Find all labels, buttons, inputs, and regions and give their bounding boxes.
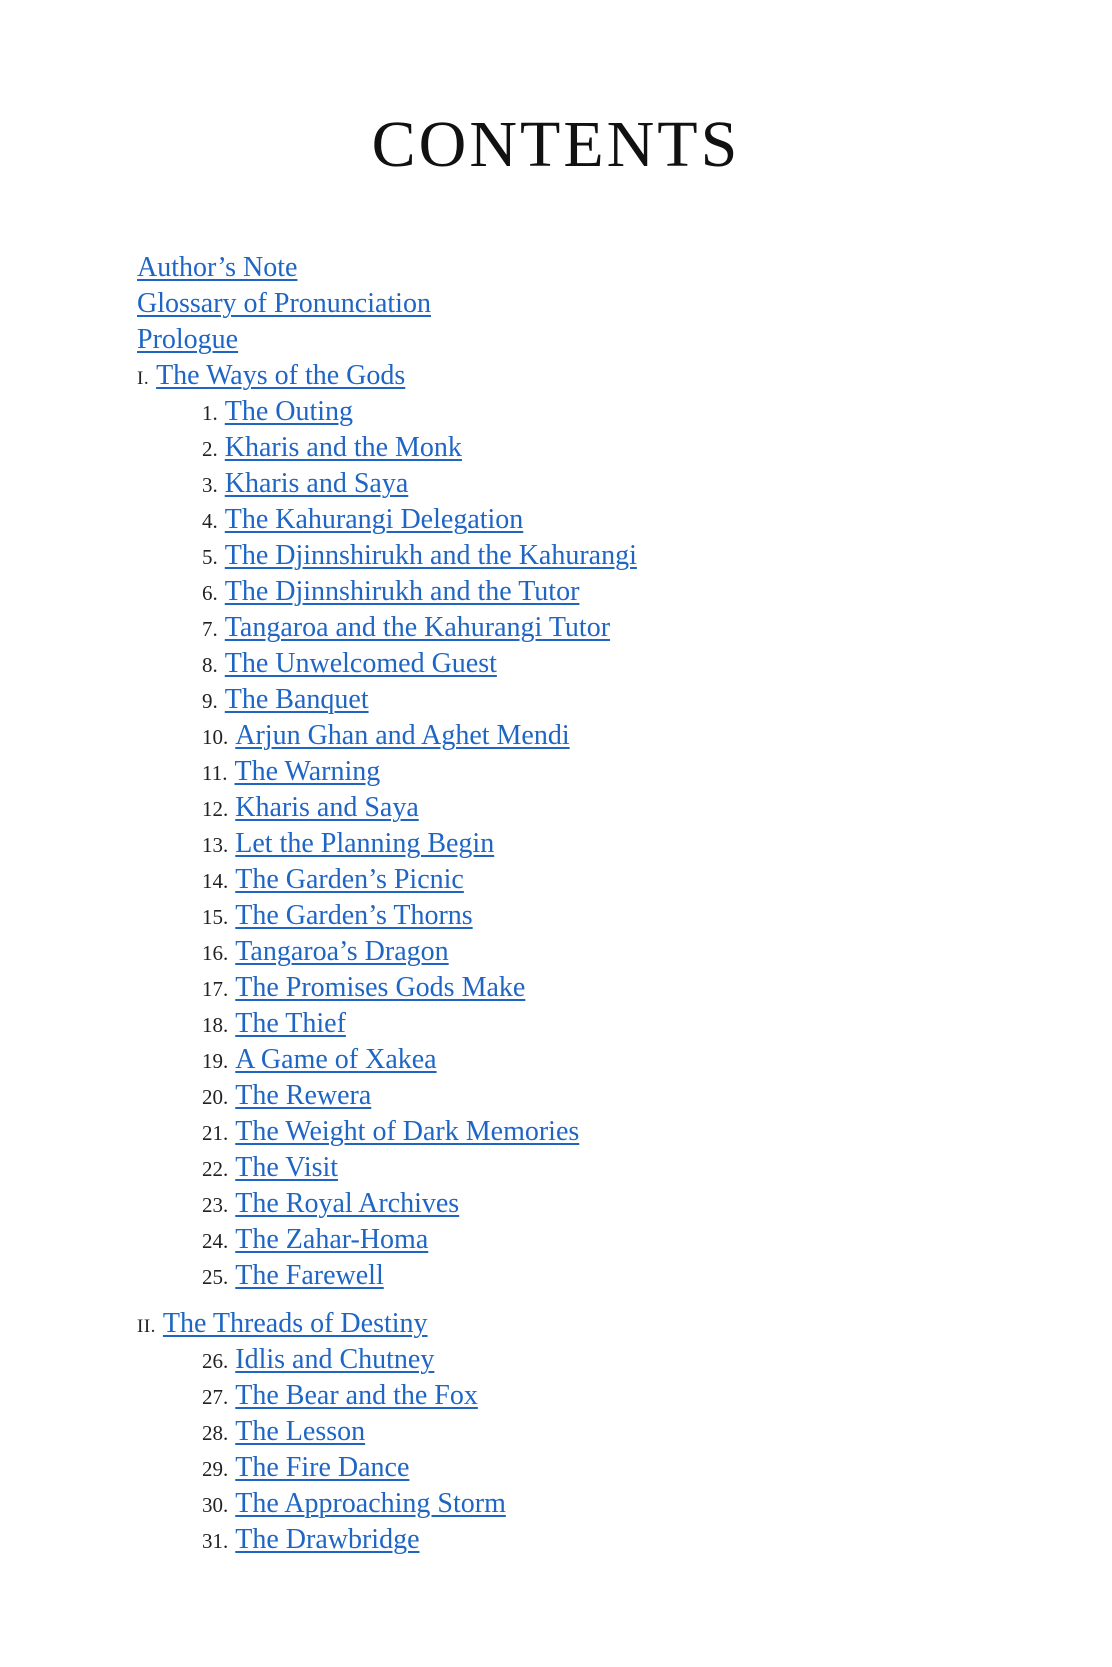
toc-chapter-entry: [137, 502, 1037, 538]
chapter-link[interactable]: The Farewell: [235, 1260, 384, 1291]
chapter-number: 10.: [202, 725, 229, 749]
chapter-number: 26.: [202, 1349, 229, 1373]
link-prologue[interactable]: Prologue: [137, 324, 239, 355]
chapter-number: 1.: [202, 401, 218, 425]
chapter-link[interactable]: The Promises Gods Make: [235, 972, 526, 1003]
chapter-link[interactable]: The Warning: [234, 756, 381, 787]
toc-chapter-entry: [137, 1378, 1037, 1414]
toc-chapter-entry: [137, 1450, 1037, 1486]
chapter-number: 15.: [202, 905, 229, 929]
chapter-number: 21.: [202, 1121, 229, 1145]
toc-entry-prologue: [137, 322, 1037, 358]
chapter-number: 14.: [202, 869, 229, 893]
chapter-link[interactable]: The Fire Dance: [235, 1452, 410, 1483]
toc-chapter-entry: [137, 862, 1037, 898]
toc-chapter-entry: [137, 1078, 1037, 1114]
toc-chapter-entry: [137, 1486, 1037, 1522]
toc-chapter-entry: [137, 646, 1037, 682]
chapter-number: 23.: [202, 1193, 229, 1217]
toc-chapter-entry: [137, 1414, 1037, 1450]
chapter-number: 19.: [202, 1049, 229, 1073]
chapter-number: 17.: [202, 977, 229, 1001]
toc-chapter-entry: [137, 430, 1037, 466]
chapter-number: 16.: [202, 941, 229, 965]
toc-part-2: [137, 1306, 1037, 1342]
toc-chapter-entry: [137, 790, 1037, 826]
chapter-link[interactable]: Kharis and Saya: [235, 792, 419, 823]
chapter-link[interactable]: The Banquet: [224, 684, 369, 715]
toc-chapter-entry: [137, 682, 1037, 718]
chapter-number: 7.: [202, 617, 218, 641]
toc-chapter-entry: [137, 826, 1037, 862]
toc-chapter-entry: [137, 1258, 1037, 1294]
chapter-number: 25.: [202, 1265, 229, 1289]
chapter-link[interactable]: Arjun Ghan and Aghet Mendi: [235, 720, 570, 751]
chapter-link[interactable]: The Djinnshirukh and the Tutor: [224, 576, 580, 607]
chapter-link[interactable]: Kharis and Saya: [224, 468, 409, 499]
toc-chapter-entry: [137, 1342, 1037, 1378]
chapter-link[interactable]: Let the Planning Begin: [235, 828, 495, 859]
chapter-link[interactable]: The Outing: [224, 396, 354, 427]
toc-chapter-entry: [137, 574, 1037, 610]
toc-chapter-entry: [137, 1150, 1037, 1186]
chapter-link[interactable]: The Unwelcomed Guest: [224, 648, 497, 679]
toc-chapter-entry: [137, 538, 1037, 574]
chapter-number: 11.: [202, 761, 228, 785]
chapter-number: 9.: [202, 689, 218, 713]
toc-chapter-entry: [137, 970, 1037, 1006]
toc-chapter-entry: [137, 1006, 1037, 1042]
chapter-number: 22.: [202, 1157, 229, 1181]
chapter-link[interactable]: The Visit: [235, 1152, 339, 1183]
chapter-number: 5.: [202, 545, 218, 569]
toc-entry-authors-note: [137, 250, 1037, 286]
chapter-link[interactable]: The Garden’s Picnic: [235, 864, 464, 895]
toc-chapter-entry: [137, 1522, 1037, 1558]
toc-chapter-entry: [137, 466, 1037, 502]
chapter-link[interactable]: The Royal Archives: [235, 1188, 460, 1219]
toc-chapter-entry: [137, 1186, 1037, 1222]
chapter-link[interactable]: The Djinnshirukh and the Kahurangi: [224, 540, 637, 571]
part-numeral: I.: [137, 368, 150, 389]
chapter-number: 13.: [202, 833, 229, 857]
toc-chapter-entry: [137, 394, 1037, 430]
toc-chapter-entry: [137, 610, 1037, 646]
link-glossary[interactable]: Glossary of Pronunciation: [137, 288, 431, 319]
chapter-number: 4.: [202, 509, 218, 533]
toc-chapter-entry: [137, 934, 1037, 970]
chapter-link[interactable]: Tangaroa and the Kahurangi Tutor: [224, 612, 611, 643]
part-numeral: II.: [137, 1316, 156, 1337]
chapter-number: 24.: [202, 1229, 229, 1253]
chapter-number: 27.: [202, 1385, 229, 1409]
chapter-link[interactable]: The Zahar-Homa: [235, 1224, 429, 1255]
toc-part-1: [137, 358, 1037, 394]
chapter-link[interactable]: The Kahurangi Delegation: [224, 504, 524, 535]
toc-entry-glossary: [137, 286, 1037, 322]
chapter-link[interactable]: The Lesson: [235, 1416, 366, 1447]
chapter-link[interactable]: The Approaching Storm: [235, 1488, 506, 1519]
chapter-number: 28.: [202, 1421, 229, 1445]
chapter-link[interactable]: Kharis and the Monk: [224, 432, 462, 463]
toc-chapter-entry: [137, 898, 1037, 934]
chapter-number: 20.: [202, 1085, 229, 1109]
chapter-link[interactable]: The Drawbridge: [235, 1524, 420, 1555]
chapter-link[interactable]: The Rewera: [235, 1080, 372, 1111]
toc-chapter-entry: [137, 1114, 1037, 1150]
chapter-link[interactable]: Tangaroa’s Dragon: [235, 936, 449, 967]
chapter-link[interactable]: A Game of Xakea: [235, 1044, 437, 1075]
chapter-link[interactable]: The Garden’s Thorns: [235, 900, 473, 931]
toc-chapter-entry: [137, 718, 1037, 754]
chapter-number: 29.: [202, 1457, 229, 1481]
toc-chapter-entry: [137, 1042, 1037, 1078]
link-authors-note[interactable]: Author’s Note: [137, 252, 298, 283]
chapter-number: 30.: [202, 1493, 229, 1517]
table-of-contents: [137, 250, 1037, 1558]
chapter-link[interactable]: Idlis and Chutney: [235, 1344, 435, 1375]
chapter-link[interactable]: The Thief: [235, 1008, 346, 1039]
chapter-number: 8.: [202, 653, 218, 677]
chapter-number: 31.: [202, 1529, 229, 1553]
page-title: CONTENTS: [371, 108, 741, 181]
chapter-number: 2.: [202, 437, 218, 461]
chapter-link[interactable]: The Bear and the Fox: [235, 1380, 478, 1411]
toc-chapter-entry: [137, 754, 1037, 790]
toc-chapter-entry: [137, 1222, 1037, 1258]
chapter-number: 12.: [202, 797, 229, 821]
chapter-number: 18.: [202, 1013, 229, 1037]
chapter-number: 3.: [202, 473, 218, 497]
link-part-2[interactable]: The Threads of Destiny: [162, 1308, 428, 1339]
chapter-number: 6.: [202, 581, 218, 605]
link-part-1[interactable]: The Ways of the Gods: [156, 360, 406, 391]
chapter-link[interactable]: The Weight of Dark Memories: [235, 1116, 580, 1147]
